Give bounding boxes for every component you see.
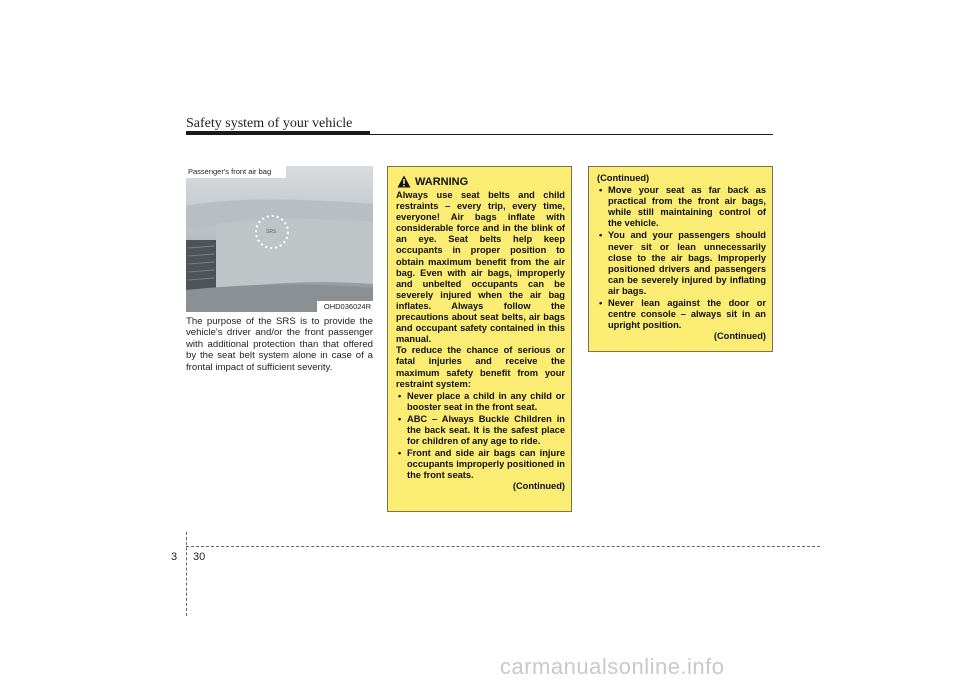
header-rule — [186, 134, 773, 135]
page-number: 30 — [193, 551, 206, 563]
figure-caption: Passenger's front air bag — [188, 167, 272, 176]
warning-body — [396, 190, 565, 493]
warning-box — [387, 166, 572, 512]
warning-heading — [397, 175, 468, 188]
continued-warning-box — [588, 166, 773, 352]
warning-list — [396, 391, 565, 482]
list-item: • Move your seat as far back as practical from the front air bags, while still maintaining control of the vehicle. — [597, 185, 766, 229]
warning-icon — [397, 175, 411, 188]
airbag-emblem-label: SRS — [266, 229, 277, 235]
watermark: carmanualsonline.info — [500, 654, 725, 679]
list-item: • Never place a child in any child or booster seat in the front seat. — [396, 391, 565, 413]
figure-code: OHD036024R — [323, 302, 371, 311]
airbag-photo — [186, 166, 373, 312]
list-item: • ABC – Always Buckle Children in the back seat. It is the safest place for children of any age to ride. — [396, 414, 565, 447]
chapter-number: 3 — [171, 551, 178, 563]
list-item: • Front and side air bags can injure occupants improperly positioned in the front seats. — [396, 448, 565, 481]
continued-body — [597, 173, 766, 342]
footer-divider — [186, 532, 187, 616]
warning-continued: (Continued) — [512, 481, 565, 492]
continued-heading: (Continued) — [597, 173, 650, 183]
srs-description: The purpose of the SRS is to provide the vehicle's driver and/or the front passenger with additional protection than that offered by the seat belt system alone in case of a frontal impact of sufficient severity. — [186, 316, 373, 373]
list-item: • Never lean against the door or centre console – always sit in an upright position. — [597, 298, 766, 331]
dashboard-illustration — [186, 166, 373, 312]
warning-heading-label: WARNING — [415, 175, 469, 188]
warning-intro-2: To reduce the chance of serious or fatal injuries and receive the maximum safety benefit from your restraint system: — [396, 345, 565, 389]
section-title: Safety system of your vehicle — [186, 116, 353, 131]
continued-list — [597, 185, 766, 331]
footer-rule — [186, 546, 820, 547]
warning-intro: Always use seat belts and child restraints – every trip, every time, everyone! Air bags inflate with considerable force and in the blink of an eye. Seat belts help keep occupants in proper position to obtain maximum benefit from the air bag. Even with air bags, improperly and unbelted occupants can be severely injured when the air bag inflates. Always follow the precautions about seat belts, air bags and occupant safety contained in this manual. — [396, 190, 565, 345]
list-item: • You and your passengers should never sit or lean unnecessarily close to the air bags. Improperly positioned drivers and passengers can be severely injured by inflating air bags. — [597, 230, 766, 297]
continued-footer: (Continued) — [713, 331, 766, 342]
